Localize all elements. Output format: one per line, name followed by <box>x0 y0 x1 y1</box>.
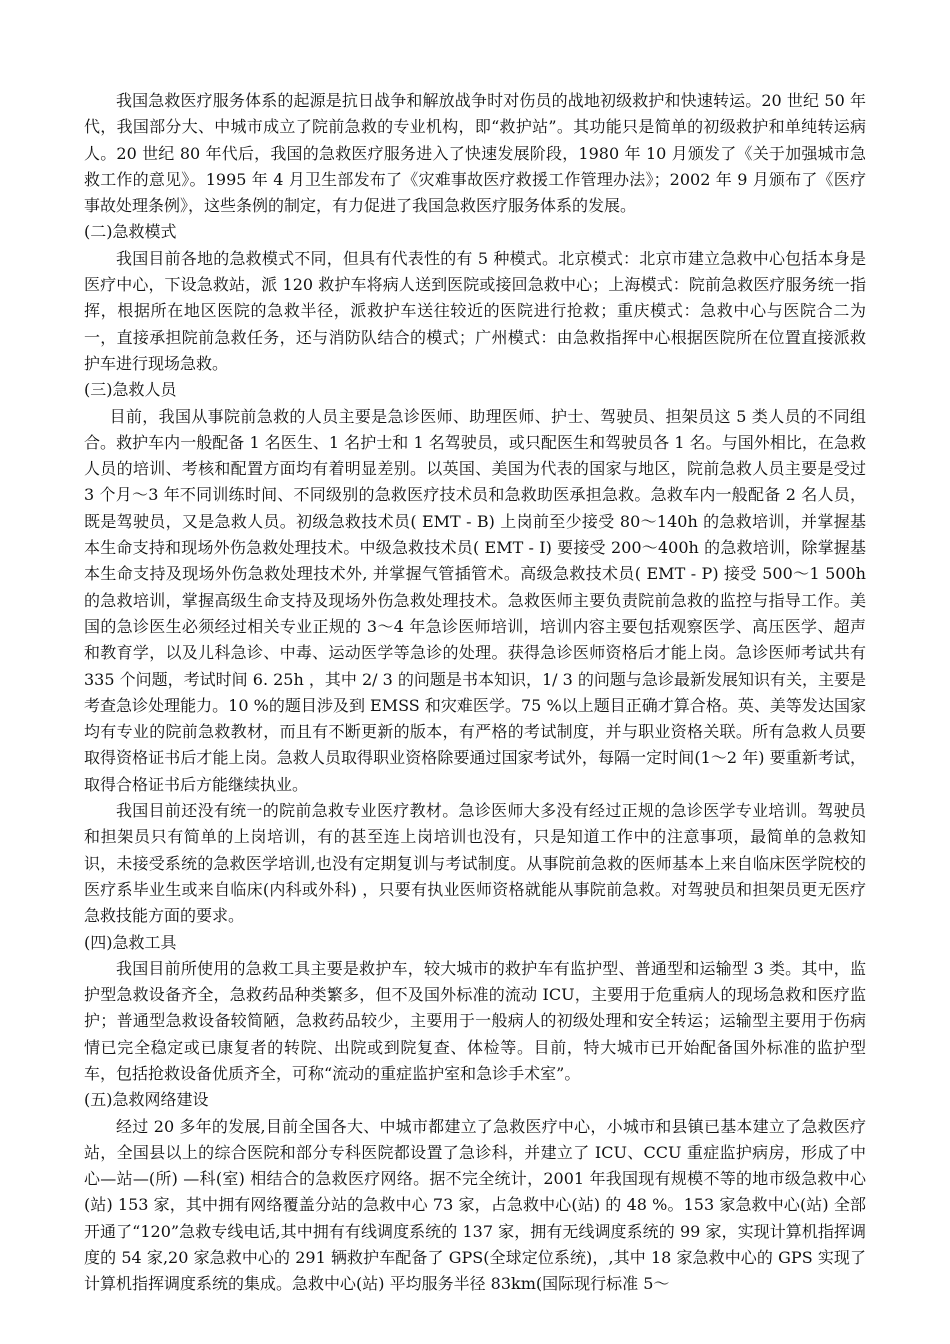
section-heading-rescue-tools: (四)急救工具 <box>84 932 177 952</box>
paragraph-rescue-mode: 我国目前各地的急救模式不同，但具有代表性的有 5 种模式。北京模式：北京市建立急救中心包括本身是医疗中心，下设急救站，派 120 救护车将病人送到医院或接回急救中心；上海模式：院前急救医疗服务统一指挥，根据所在地区医院的急救半径，派救护车送往较近的医院进行抢救；重庆模式：急救中心与医院合二为一，直接承担院前急救任务，还与消防队结合的模式；广州模式：由急救指挥中心根据医院所在位置直接派救护车进行现场急救。 <box>84 248 866 373</box>
document-page <box>84 88 866 1298</box>
section-heading-rescue-mode: (二)急救模式 <box>84 222 177 242</box>
paragraph-domestic-training: 我国目前还没有统一的院前急救专业医疗教材。急诊医师大多没有经过正规的急诊医学专业培训。驾驶员和担架员只有简单的上岗培训，有的甚至连上岗培训也没有，只是知道工作中的注意事项，最简单的急救知识，未接受系统的急救医学培训,也没有定期复训与考试制度。从事院前急救的医师基本上来自临床医学院校的医疗系毕业生或来自临床(内科或外科) ，只要有执业医师资格就能从事院前急救。对驾驶员和担架员更无医疗急救技能方面的要求。 <box>84 801 866 926</box>
paragraph-history: 我国急救医疗服务体系的起源是抗日战争和解放战争时对伤员的战地初级救护和快速转运。20 世纪 50 年代，我国部分大、中城市成立了院前急救的专业机构，即“救护站”。其功能只是简单的初级救护和单纯转运病人。20 世纪 80 年代后，我国的急救医疗服务进入了快速发展阶段，1980 年 10 月颁发了《关于加强城市急救工作的意见》。1995 年 4 月卫生部发布了《灾难事故医疗救援工作管理办法》；2002 年 9 月颁布了《医疗事故处理条例》，这些条例的制定，有力促进了我国急救医疗服务体系的发展。 <box>84 91 866 216</box>
paragraph-rescue-personnel: 目前，我国从事院前急救的人员主要是急诊医师、助理医师、护士、驾驶员、担架员这 5 类人员的不同组合。救护车内一般配备 1 名医生、1 名护士和 1 名驾驶员，或只配医生和驾驶员各 1 名。与国外相比，在急救人员的培训、考核和配置方面均有着明显差别。以英国、美国为代表的国家与地区，院前急救人员主要是受过 3 个月～3 年不同训练时间、不同级别的急救医疗技术员和急救助医承担急救。急救车内一般配备 2 名人员，既是驾驶员，又是急救人员。初级急救技术员( EMT - B) 上岗前至少接受 80～140h 的急救培训，并掌握基本生命支持和现场外伤急救处理技术。中级急救技术员( EMT - I) 要接受 200～400h 的急救培训，除掌握基本生命支持及现场外伤急救处理技术外, 并掌握气管插管术。高级急救技术员( EMT - P) 接受 500～1 500h 的急救培训，掌握高级生命支持及现场外伤急救处理技术。急救医师主要负责院前急救的监控与指导工作。美国的急诊医生必须经过相关专业正规的 3～4 年急诊医师培训，培训内容主要包括观察医学、高压医学、超声和教育学，以及儿科急诊、中毒、运动医学等急诊的处理。获得急诊医师资格后才能上岗。急诊医师考试共有 335 个问题，考试时间 6. 25h ，其中 2/ 3 的问题是书本知识，1/ 3 的问题与急诊最新发展知识有关，主要是考查急诊处理能力。10 %的题目涉及到 EMSS 和灾难医学。75 %以上题目正确才算合格。英、美等发达国家均有专业的院前急救教材，而且有不断更新的版本，有严格的考试制度，并与职业资格关联。所有急救人员要取得资格证书后才能上岗。急救人员取得职业资格除要通过国家考试外，每隔一定时间(1～2 年) 要重新考试，取得合格证书后方能继续执业。 <box>84 406 866 794</box>
section-heading-network-construction: (五)急救网络建设 <box>84 1090 209 1110</box>
paragraph-rescue-tools: 我国目前所使用的急救工具主要是救护车，较大城市的救护车有监护型、普通型和运输型 3 类。其中，监护型急救设备齐全，急救药品种类繁多，但不及国外标准的流动 ICU，主要用于危重病人的现场急救和医疗监护；普通型急救设备较简陋，急救药品较少，主要用于一般病人的初级处理和安全转运；运输型主要用于伤病情已完全稳定或已康复者的转院、出院或到院复查、体检等。目前，特大城市已开始配备国外标准的监护型车，包括抢救设备优质齐全，可称“流动的重症监护室和急诊手术室”。 <box>84 958 866 1083</box>
section-heading-rescue-personnel: (三)急救人员 <box>84 380 177 400</box>
paragraph-network-construction: 经过 20 多年的发展,目前全国各大、中城市都建立了急救医疗中心，小城市和县镇已基本建立了急救医疗站，全国县以上的综合医院和部分专科医院都设置了急诊科，并建立了 ICU、CCU 重症监护病房，形成了中心—站—(所) —科(室) 相结合的急救医疗网络。据不完全统计，2001 年我国现有规模不等的地市级急救中心(站) 153 家，其中拥有网络覆盖分站的急救中心 73 家，占急救中心(站) 的 48 %。153 家急救中心(站) 全部开通了“120”急救专线电话,其中拥有有线调度系统的 137 家，拥有无线调度系统的 99 家，实现计算机指挥调度的 54 家,20 家急救中心的 291 辆救护车配备了 GPS(全球定位系统)，,其中 18 家急救中心的 GPS 实现了计算机指挥调度系统的集成。急救中心(站) 平均服务半径 83km(国际现行标准 5～ <box>84 1116 866 1294</box>
